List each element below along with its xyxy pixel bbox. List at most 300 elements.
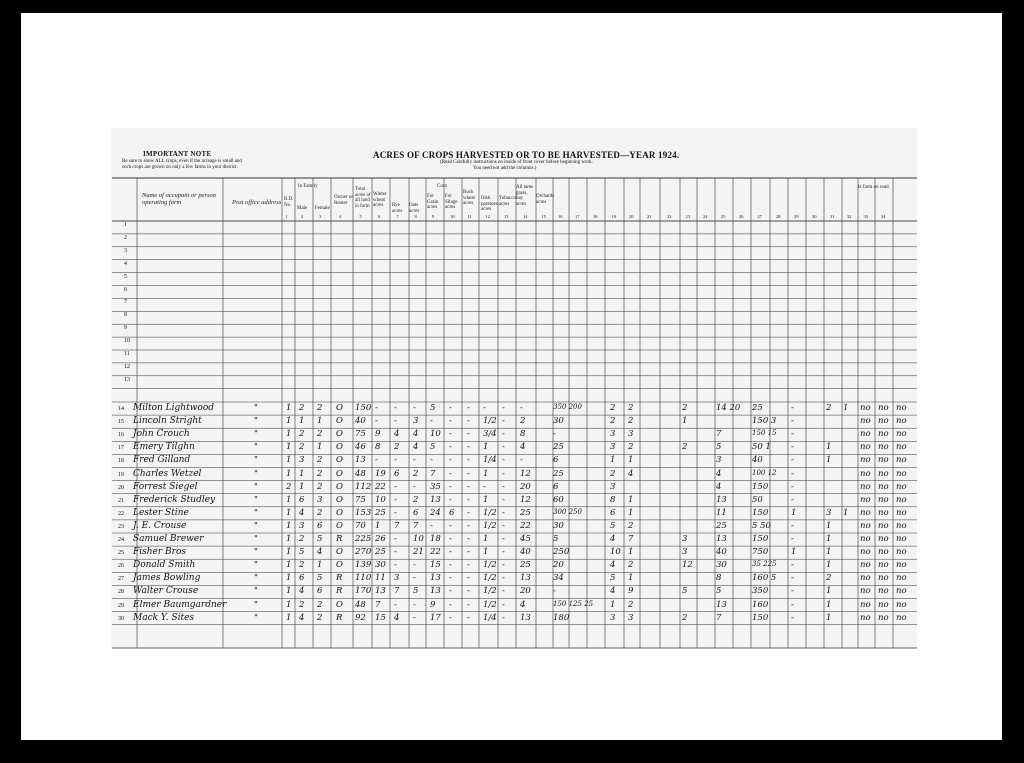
header-potatoes: Irish potatoes acres	[481, 196, 498, 212]
cell-p: -	[483, 403, 486, 413]
cell-y1: no	[860, 468, 871, 479]
cell-r: 2	[394, 442, 400, 453]
cell-k: 150	[752, 612, 769, 623]
cell-t: 75	[355, 429, 366, 440]
post-office: "	[254, 507, 258, 518]
cell-y2: no	[878, 494, 889, 505]
cell-k: 100 12	[752, 468, 777, 477]
occupant-name: Emery Tilghn	[133, 442, 195, 453]
cell-c: 2	[610, 416, 616, 427]
occupant-name: Lester Stine	[133, 507, 189, 518]
cell-t: 225	[355, 534, 372, 544]
column-number: 16	[558, 214, 563, 219]
cell-g: 25	[716, 520, 727, 531]
cell-m: 1	[299, 416, 305, 427]
cell-y1: no	[860, 520, 871, 531]
cell-rd: 1	[286, 429, 292, 440]
cell-p: 1/2	[483, 520, 497, 531]
cell-p: 1/2	[483, 507, 497, 518]
cell-y3: no	[896, 442, 907, 453]
cell-w: 8	[375, 442, 381, 453]
cell-cg: 5	[430, 442, 436, 453]
cell-cs: -	[449, 573, 452, 584]
occupant-name: Elmer Baumgardner	[133, 599, 227, 610]
cell-b: -	[467, 560, 470, 571]
cell-e: 2	[682, 612, 688, 623]
cell-y3: no	[896, 468, 907, 479]
cell-f: 3	[317, 494, 323, 505]
cell-k: 160	[752, 599, 769, 610]
header-owner: Owner or Renter	[334, 195, 354, 206]
column-number: 27	[757, 214, 762, 219]
column-number: 24	[703, 214, 708, 219]
important-note-title: IMPORTANT NOTE	[143, 150, 212, 158]
cell-h: 4	[520, 442, 526, 453]
column-number: 13	[504, 214, 509, 219]
cell-b: -	[467, 520, 470, 531]
cell-h: 12	[520, 494, 531, 505]
cell-c: 4	[610, 534, 616, 544]
row-number: 17	[118, 445, 124, 452]
cell-q: -	[791, 455, 794, 466]
cell-y3: no	[896, 403, 907, 413]
cell-q: -	[791, 534, 794, 544]
cell-f: 2	[317, 507, 323, 518]
post-office: "	[254, 481, 258, 492]
header-corn-grain: For Grain acres	[427, 194, 439, 210]
cell-r: -	[394, 455, 397, 466]
cell-o: R	[336, 612, 343, 623]
cell-m: 6	[299, 494, 305, 505]
cell-p: 1/2	[483, 599, 497, 610]
post-office: "	[254, 416, 258, 427]
cell-cs: -	[449, 403, 452, 413]
cell-s: 2	[826, 403, 832, 413]
cell-k: 5 50	[752, 520, 771, 531]
cell-q: -	[791, 429, 794, 440]
cell-p: 1/2	[483, 416, 497, 427]
cell-c: 5	[610, 520, 616, 531]
cell-y1: no	[860, 612, 871, 623]
cell-w: 22	[375, 481, 386, 492]
column-number: 5	[359, 214, 362, 219]
form-instructions: (Read Carefully instructions on inside of front cover before beginning work.	[440, 160, 593, 165]
header-orchards: Orchards acres	[536, 194, 555, 205]
cell-p: 1	[483, 494, 489, 505]
cell-rd: 1	[286, 586, 292, 597]
cell-o: O	[336, 455, 343, 466]
post-office: "	[254, 429, 258, 440]
cell-q: 1	[791, 547, 797, 558]
column-number: 6	[378, 214, 381, 219]
cell-w: 15	[375, 612, 386, 623]
row-number: 3	[124, 247, 127, 254]
post-office: "	[254, 534, 258, 544]
cell-t: 75	[355, 494, 366, 505]
column-number: 30	[812, 214, 817, 219]
row-number: 2	[124, 234, 127, 241]
cell-y2: no	[878, 507, 889, 518]
cell-cs: -	[449, 429, 452, 440]
cell-rd: 1	[286, 455, 292, 466]
cell-tob: -	[502, 442, 505, 453]
cell-h: -	[520, 455, 523, 466]
cell-oats: 4	[413, 442, 419, 453]
cell-a: 30	[553, 416, 564, 427]
cell-h: 45	[520, 534, 531, 544]
cell-oats: 4	[413, 429, 419, 440]
occupant-name: Mack Y. Sites	[133, 612, 195, 623]
cell-t: 110	[355, 573, 372, 584]
cell-rd: 1	[286, 416, 292, 427]
cell-y3: no	[896, 494, 907, 505]
row-number: 27	[118, 576, 124, 583]
cell-y3: no	[896, 612, 907, 623]
cell-q: -	[791, 481, 794, 492]
cell-w: 10	[375, 494, 386, 505]
row-number: 12	[124, 363, 130, 370]
cell-rd: 1	[286, 612, 292, 623]
cell-oats: 21	[413, 547, 424, 558]
cell-p: 1/2	[483, 560, 497, 571]
cell-p: 1	[483, 468, 489, 479]
row-number: 24	[118, 537, 124, 543]
post-office: "	[254, 455, 258, 466]
cell-a: 25	[553, 468, 564, 479]
cell-cs: -	[449, 586, 452, 597]
cell-q: -	[791, 494, 794, 505]
cell-m: 3	[299, 520, 305, 531]
cell-f: 4	[317, 547, 323, 558]
cell-c: 8	[610, 494, 616, 505]
cell-d: 1	[628, 507, 634, 518]
cell-b: -	[467, 573, 470, 584]
cell-r: 7	[394, 586, 400, 597]
cell-q: -	[791, 612, 794, 623]
column-number: 29	[794, 214, 799, 219]
header-corn-silage: For Silage acres	[445, 194, 458, 210]
post-office: "	[254, 520, 258, 531]
cell-t: 13	[355, 455, 366, 466]
cell-m: 4	[299, 612, 305, 623]
cell-g: 4	[716, 481, 722, 492]
column-number: 26	[739, 214, 744, 219]
cell-o: O	[336, 481, 343, 492]
cell-o: O	[336, 560, 343, 571]
row-number: 7	[124, 299, 127, 306]
cell-y2: no	[878, 573, 889, 584]
cell-cs: -	[449, 442, 452, 453]
cell-g: 4	[716, 468, 722, 479]
cell-cs: 6	[449, 507, 455, 518]
cell-q: -	[791, 416, 794, 427]
cell-rd: 1	[286, 599, 292, 610]
cell-y3: no	[896, 481, 907, 492]
cell-y2: no	[878, 612, 889, 623]
cell-c: 4	[610, 560, 616, 571]
cell-c: 3	[610, 481, 616, 492]
cell-a: 350 200	[553, 403, 582, 411]
cell-c: 1	[610, 455, 616, 466]
cell-c: 1	[610, 599, 616, 610]
cell-c: 5	[610, 573, 616, 584]
cell-tob: -	[502, 416, 505, 427]
cell-cs: -	[449, 534, 452, 544]
cell-e: 1	[682, 416, 688, 427]
cell-m: 4	[299, 586, 305, 597]
cell-y2: no	[878, 416, 889, 427]
cell-a: 34	[553, 573, 564, 584]
column-number: 33	[863, 214, 868, 219]
cell-y1: no	[860, 403, 871, 413]
header-tame-hay: All tame grass, hay acres	[516, 185, 534, 207]
cell-t: 48	[355, 468, 366, 479]
cell-k: 150	[752, 534, 769, 544]
row-number: 1	[124, 222, 127, 228]
row-number: 29	[118, 602, 124, 609]
cell-t: 153	[355, 507, 372, 518]
cell-oats: 6	[413, 507, 419, 518]
cell-cg: 22	[430, 547, 441, 558]
cell-d: 1	[628, 494, 634, 505]
cell-y3: no	[896, 534, 907, 544]
row-number: 13	[124, 376, 130, 383]
row-number: 10	[124, 338, 130, 345]
row-number: 25	[118, 550, 124, 557]
cell-m: 5	[299, 547, 305, 558]
cell-b: -	[467, 455, 470, 466]
cell-w: 7	[375, 599, 381, 610]
cell-r: -	[394, 416, 397, 427]
column-number: 15	[541, 214, 546, 219]
cell-o: O	[336, 520, 343, 531]
cell-y1: no	[860, 455, 871, 466]
cell-g: 7	[716, 429, 722, 440]
cell-w: 30	[375, 560, 386, 571]
cell-b: -	[467, 612, 470, 623]
header-tobacco: Tobacco acres	[499, 196, 516, 207]
cell-m: 2	[299, 599, 305, 610]
cell-h: 40	[520, 547, 531, 558]
cell-m: 2	[299, 560, 305, 571]
cell-f: 5	[317, 573, 323, 584]
cell-f: 1	[317, 560, 323, 571]
cell-e: 3	[682, 547, 688, 558]
cell-oats: 2	[413, 494, 419, 505]
cell-p: -	[483, 481, 486, 492]
row-number: 11	[124, 351, 130, 357]
cell-g: 8	[716, 573, 722, 584]
cell-r: 7	[394, 520, 400, 531]
cell-b: -	[467, 507, 470, 518]
form-instructions-2: You need not add the columns.)	[473, 166, 537, 171]
cell-cs: -	[449, 455, 452, 466]
cell-a: 250	[553, 547, 570, 558]
cell-r: -	[394, 507, 397, 518]
column-number: 12	[485, 214, 490, 219]
cell-cg: 13	[430, 494, 441, 505]
column-number: 31	[830, 214, 835, 219]
row-number: 20	[118, 484, 124, 491]
cell-q: -	[791, 560, 794, 571]
cell-oats: -	[413, 455, 416, 466]
cell-tob: -	[502, 507, 505, 518]
cell-t: 170	[355, 586, 372, 597]
cell-r: -	[394, 534, 397, 544]
cell-t: 40	[355, 416, 366, 427]
cell-rd: 1	[286, 560, 292, 571]
cell-h: 13	[520, 573, 531, 584]
cell-d: 2	[628, 599, 634, 610]
cell-s: 1	[826, 534, 832, 544]
cell-cs: -	[449, 416, 452, 427]
row-number: 22	[118, 510, 124, 517]
cell-y3: no	[896, 586, 907, 597]
header-female: Female	[315, 206, 330, 211]
column-number: 23	[685, 214, 690, 219]
cell-g: 14 20	[716, 403, 741, 413]
cell-rd: 1	[286, 507, 292, 518]
cell-r: 6	[394, 468, 400, 479]
column-number: 10	[450, 214, 455, 219]
cell-rd: 1	[286, 520, 292, 531]
cell-o: O	[336, 403, 343, 413]
cell-f: 1	[317, 442, 323, 453]
cell-a: 300 250	[553, 507, 582, 516]
cell-r: -	[394, 599, 397, 610]
cell-oats: -	[413, 612, 416, 623]
row-number: 28	[118, 589, 124, 596]
cell-p: 1/4	[483, 612, 497, 623]
cell-d: 1	[628, 547, 634, 558]
cell-h: 8	[520, 429, 526, 440]
cell-cs: -	[449, 481, 452, 492]
row-number: 21	[118, 497, 124, 504]
cell-cs: -	[449, 494, 452, 505]
cell-c: 2	[610, 468, 616, 479]
cell-tob: -	[502, 520, 505, 531]
cell-cg: 17	[430, 612, 441, 623]
cell-k: 50 1	[752, 442, 771, 453]
post-office: "	[254, 586, 258, 597]
cell-q: -	[791, 403, 794, 413]
cell-rd: 1	[286, 547, 292, 558]
cell-b: -	[467, 442, 470, 453]
cell-w: -	[375, 403, 378, 413]
cell-y2: no	[878, 429, 889, 440]
row-number: 4	[124, 260, 127, 267]
cell-a: 20	[553, 560, 564, 571]
cell-oats: 5	[413, 586, 419, 597]
cell-a: 25	[553, 442, 564, 453]
cell-cg: 5	[430, 403, 436, 413]
cell-q: -	[791, 599, 794, 610]
cell-tob: -	[502, 494, 505, 505]
row-number: 9	[124, 325, 127, 332]
cell-oats: 10	[413, 534, 424, 544]
cell-d: 2	[628, 403, 634, 413]
cell-m: 2	[299, 534, 305, 544]
cell-a: 30	[553, 520, 564, 531]
cell-t: 112	[355, 481, 372, 492]
cell-y1: no	[860, 442, 871, 453]
cell-b: -	[467, 534, 470, 544]
cell-rd: 1	[286, 442, 292, 453]
cell-q: 1	[791, 507, 797, 518]
cell-a: 180	[553, 612, 570, 623]
column-number: 4	[339, 214, 342, 219]
cell-b: -	[467, 494, 470, 505]
row-number: 5	[124, 273, 127, 280]
cell-h: 20	[520, 586, 531, 597]
cell-f: 5	[317, 534, 323, 544]
cell-w: 13	[375, 586, 386, 597]
cell-g: 5	[716, 442, 722, 453]
cell-h: 22	[520, 520, 531, 531]
cell-a: 5	[553, 534, 559, 544]
cell-cs: -	[449, 520, 452, 531]
cell-k: 350	[752, 586, 769, 597]
cell-r: 3	[394, 573, 400, 584]
cell-p: 1/2	[483, 573, 497, 584]
cell-c: 3	[610, 442, 616, 453]
cell-r: 4	[394, 612, 400, 623]
cell-w: 11	[375, 573, 386, 584]
cell-h: 25	[520, 560, 531, 571]
cell-y3: no	[896, 507, 907, 518]
header-post-office: Post office address	[232, 199, 282, 206]
header-corn: Corn	[437, 184, 447, 189]
cell-t: 92	[355, 612, 366, 623]
cell-rd: 1	[286, 403, 292, 413]
cell-p: 1	[483, 534, 489, 544]
cell-s: 1	[826, 547, 832, 558]
cell-rd: 1	[286, 534, 292, 544]
header-male: Male	[297, 206, 308, 211]
cell-d: 2	[628, 442, 634, 453]
cell-e: 12	[682, 560, 693, 571]
cell-d: 9	[628, 586, 634, 597]
cell-cs: -	[449, 560, 452, 571]
cell-b: -	[467, 468, 470, 479]
cell-tob: -	[502, 455, 505, 466]
cell-d: 1	[628, 573, 634, 584]
row-number: 16	[118, 432, 124, 439]
cell-tob: -	[502, 573, 505, 584]
cell-y2: no	[878, 481, 889, 492]
cell-s: 2	[826, 573, 832, 584]
cell-f: 2	[317, 429, 323, 440]
cell-cg: 35	[430, 481, 441, 492]
cell-cg: 7	[430, 468, 436, 479]
post-office: "	[254, 442, 258, 453]
row-number: 26	[118, 563, 124, 570]
header-rd: R.D. No.	[284, 197, 294, 208]
cell-y1: no	[860, 573, 871, 584]
cell-f: 6	[317, 520, 323, 531]
cell-y2: no	[878, 547, 889, 558]
cell-s: 1	[826, 599, 832, 610]
cell-h: 25	[520, 507, 531, 518]
cell-y2: no	[878, 586, 889, 597]
cell-d: 3	[628, 429, 634, 440]
cell-f: 2	[317, 468, 323, 479]
cell-tob: -	[502, 560, 505, 571]
post-office: "	[254, 547, 258, 558]
cell-e: 3	[682, 534, 688, 544]
cell-m: 2	[299, 403, 305, 413]
cell-r: -	[394, 481, 397, 492]
